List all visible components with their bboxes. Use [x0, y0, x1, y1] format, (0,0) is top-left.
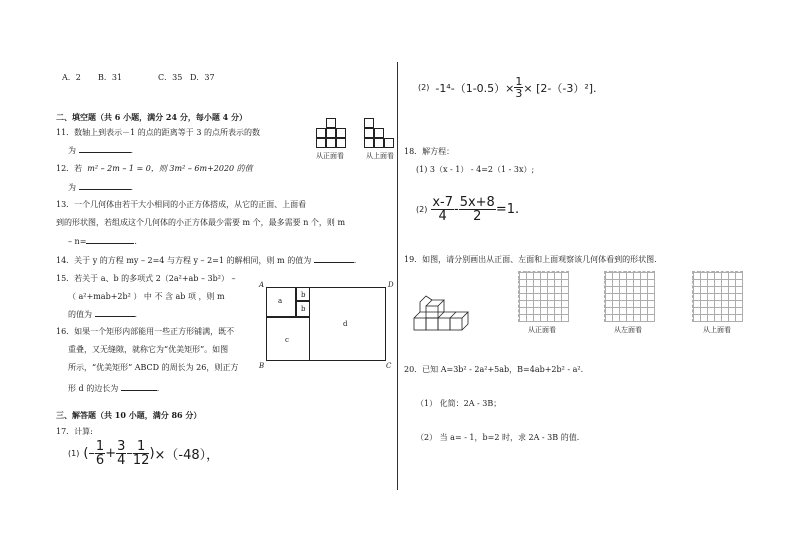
q16-line2: 重叠，又无缝隙，就称它为“优美矩形”。如图	[68, 345, 229, 354]
section2-title: 二、填空题（共 6 小题，满分 24 分，每小题 4 分）	[56, 112, 247, 122]
q13-line2: 到的形状图，若组成这个几何体的小正方体最少需要 m 个，最多需要 n 个，则 m	[56, 218, 346, 227]
q15-line2: （ a²+mab+2b² ） 中 不 含 ab 项 ，则 m	[68, 292, 225, 301]
option-c: C．35	[158, 73, 183, 82]
q11-line1: 11．数轴上到表示－1 的点的距离等于 3 的点所表示的数	[56, 128, 260, 137]
fraction-3-4: $\frac{3}{4}$	[117, 439, 126, 468]
q16-line4: 形 d 的边长为 .	[68, 384, 160, 393]
fraction-5x-8-2: $\frac{5x+8}{2}$	[459, 195, 495, 224]
option-d: D．37	[190, 73, 215, 82]
label-b1: b	[301, 291, 306, 299]
q20-part1: （1） 化简：2A - 3B；	[416, 399, 502, 408]
fraction-x-7-4: $\frac{x-7}{4}$	[432, 195, 453, 224]
q19-text: 19．如图，请分别画出从正面、左面和上面观察该几何体看到的形状图．	[404, 255, 663, 264]
q18-label: 18．解方程：	[404, 147, 455, 156]
label-d: d	[343, 320, 348, 328]
q12-line2: 为 .	[68, 183, 134, 192]
q17-part2: (2) -1⁴-（1-0.5）× $\frac{1}{3}$ × [2-（-3）²].	[418, 75, 597, 100]
fraction-1-12: $\frac{1}{12}$	[132, 439, 150, 468]
grid-left	[604, 271, 655, 322]
vertex-d: D	[388, 281, 394, 289]
fraction-1-6: $\frac{1}{6}$	[95, 439, 105, 468]
caption-top: 从上面看	[366, 152, 394, 160]
q17-part1: (1) (– $\frac{1}{6}$ + $\frac{3}{4}$ – $\frac{1}{12}$ ) ×（-48），	[68, 439, 220, 468]
q15-line1: 15．若关于 a、b 的多项式 2（2a²+ab – 3b²） –	[56, 274, 236, 283]
fraction-1-3: $\frac{1}{3}$	[515, 75, 523, 100]
option-a: A．2	[62, 73, 81, 82]
label-c: c	[285, 336, 289, 344]
q20-part2: （2） 当 a= - 1，b=2 时，求 2A - 3B 的值.	[416, 433, 580, 442]
q18-part2: (2) $\frac{x-7}{4}$ - $\frac{5x+8}{2}$ =1.	[416, 195, 520, 224]
q11-line2: 为 .	[68, 146, 134, 155]
vertex-c: C	[386, 362, 392, 370]
q13-line3: – n= .	[68, 237, 137, 246]
caption-q19-top: 从上面看	[703, 326, 731, 334]
option-b: B．31	[98, 73, 123, 82]
caption-q19-left: 从左面看	[614, 326, 642, 334]
vertex-a: A	[259, 281, 265, 289]
q13-line1: 13．一个几何体由若干大小相同的小正方体搭成，从它的正面、上面看	[56, 200, 307, 209]
label-b2: b	[301, 305, 306, 313]
q16-line3: 所示，“优美矩形” ABCD 的周长为 26，则正方	[68, 363, 239, 372]
column-divider	[397, 62, 398, 490]
grid-top	[692, 271, 743, 322]
q12-line1: 12．若 m² – 2m – 1 = 0，则 3m² – 6m+2020 的值	[56, 164, 253, 173]
grid-front	[518, 271, 569, 322]
vertex-b: B	[259, 362, 265, 370]
q15-line3: 的值为 .	[68, 310, 138, 319]
q16-line1: 16．如果一个矩形内部能用一些正方形铺满，既不	[56, 327, 235, 336]
q20-text: 20．已知 A=3b² - 2a²+5ab，B=4ab+2b² - a².	[404, 365, 584, 374]
caption-front: 从正面看	[316, 152, 344, 160]
q14: 14．关于 y 的方程 my – 2=4 与方程 y – 2=1 的解相同，则 m 的值为 .	[56, 256, 357, 265]
q17-label: 17．计算:	[56, 427, 93, 436]
label-a: a	[278, 297, 283, 305]
caption-q19-front: 从正面看	[528, 326, 556, 334]
section3-title: 三、解答题（共 10 小题，满分 86 分）	[56, 410, 202, 420]
q19-solid-figure	[412, 296, 478, 336]
q18-part1: (1) 3（x - 1） - 4=2（1 - 3x）;	[416, 165, 535, 174]
